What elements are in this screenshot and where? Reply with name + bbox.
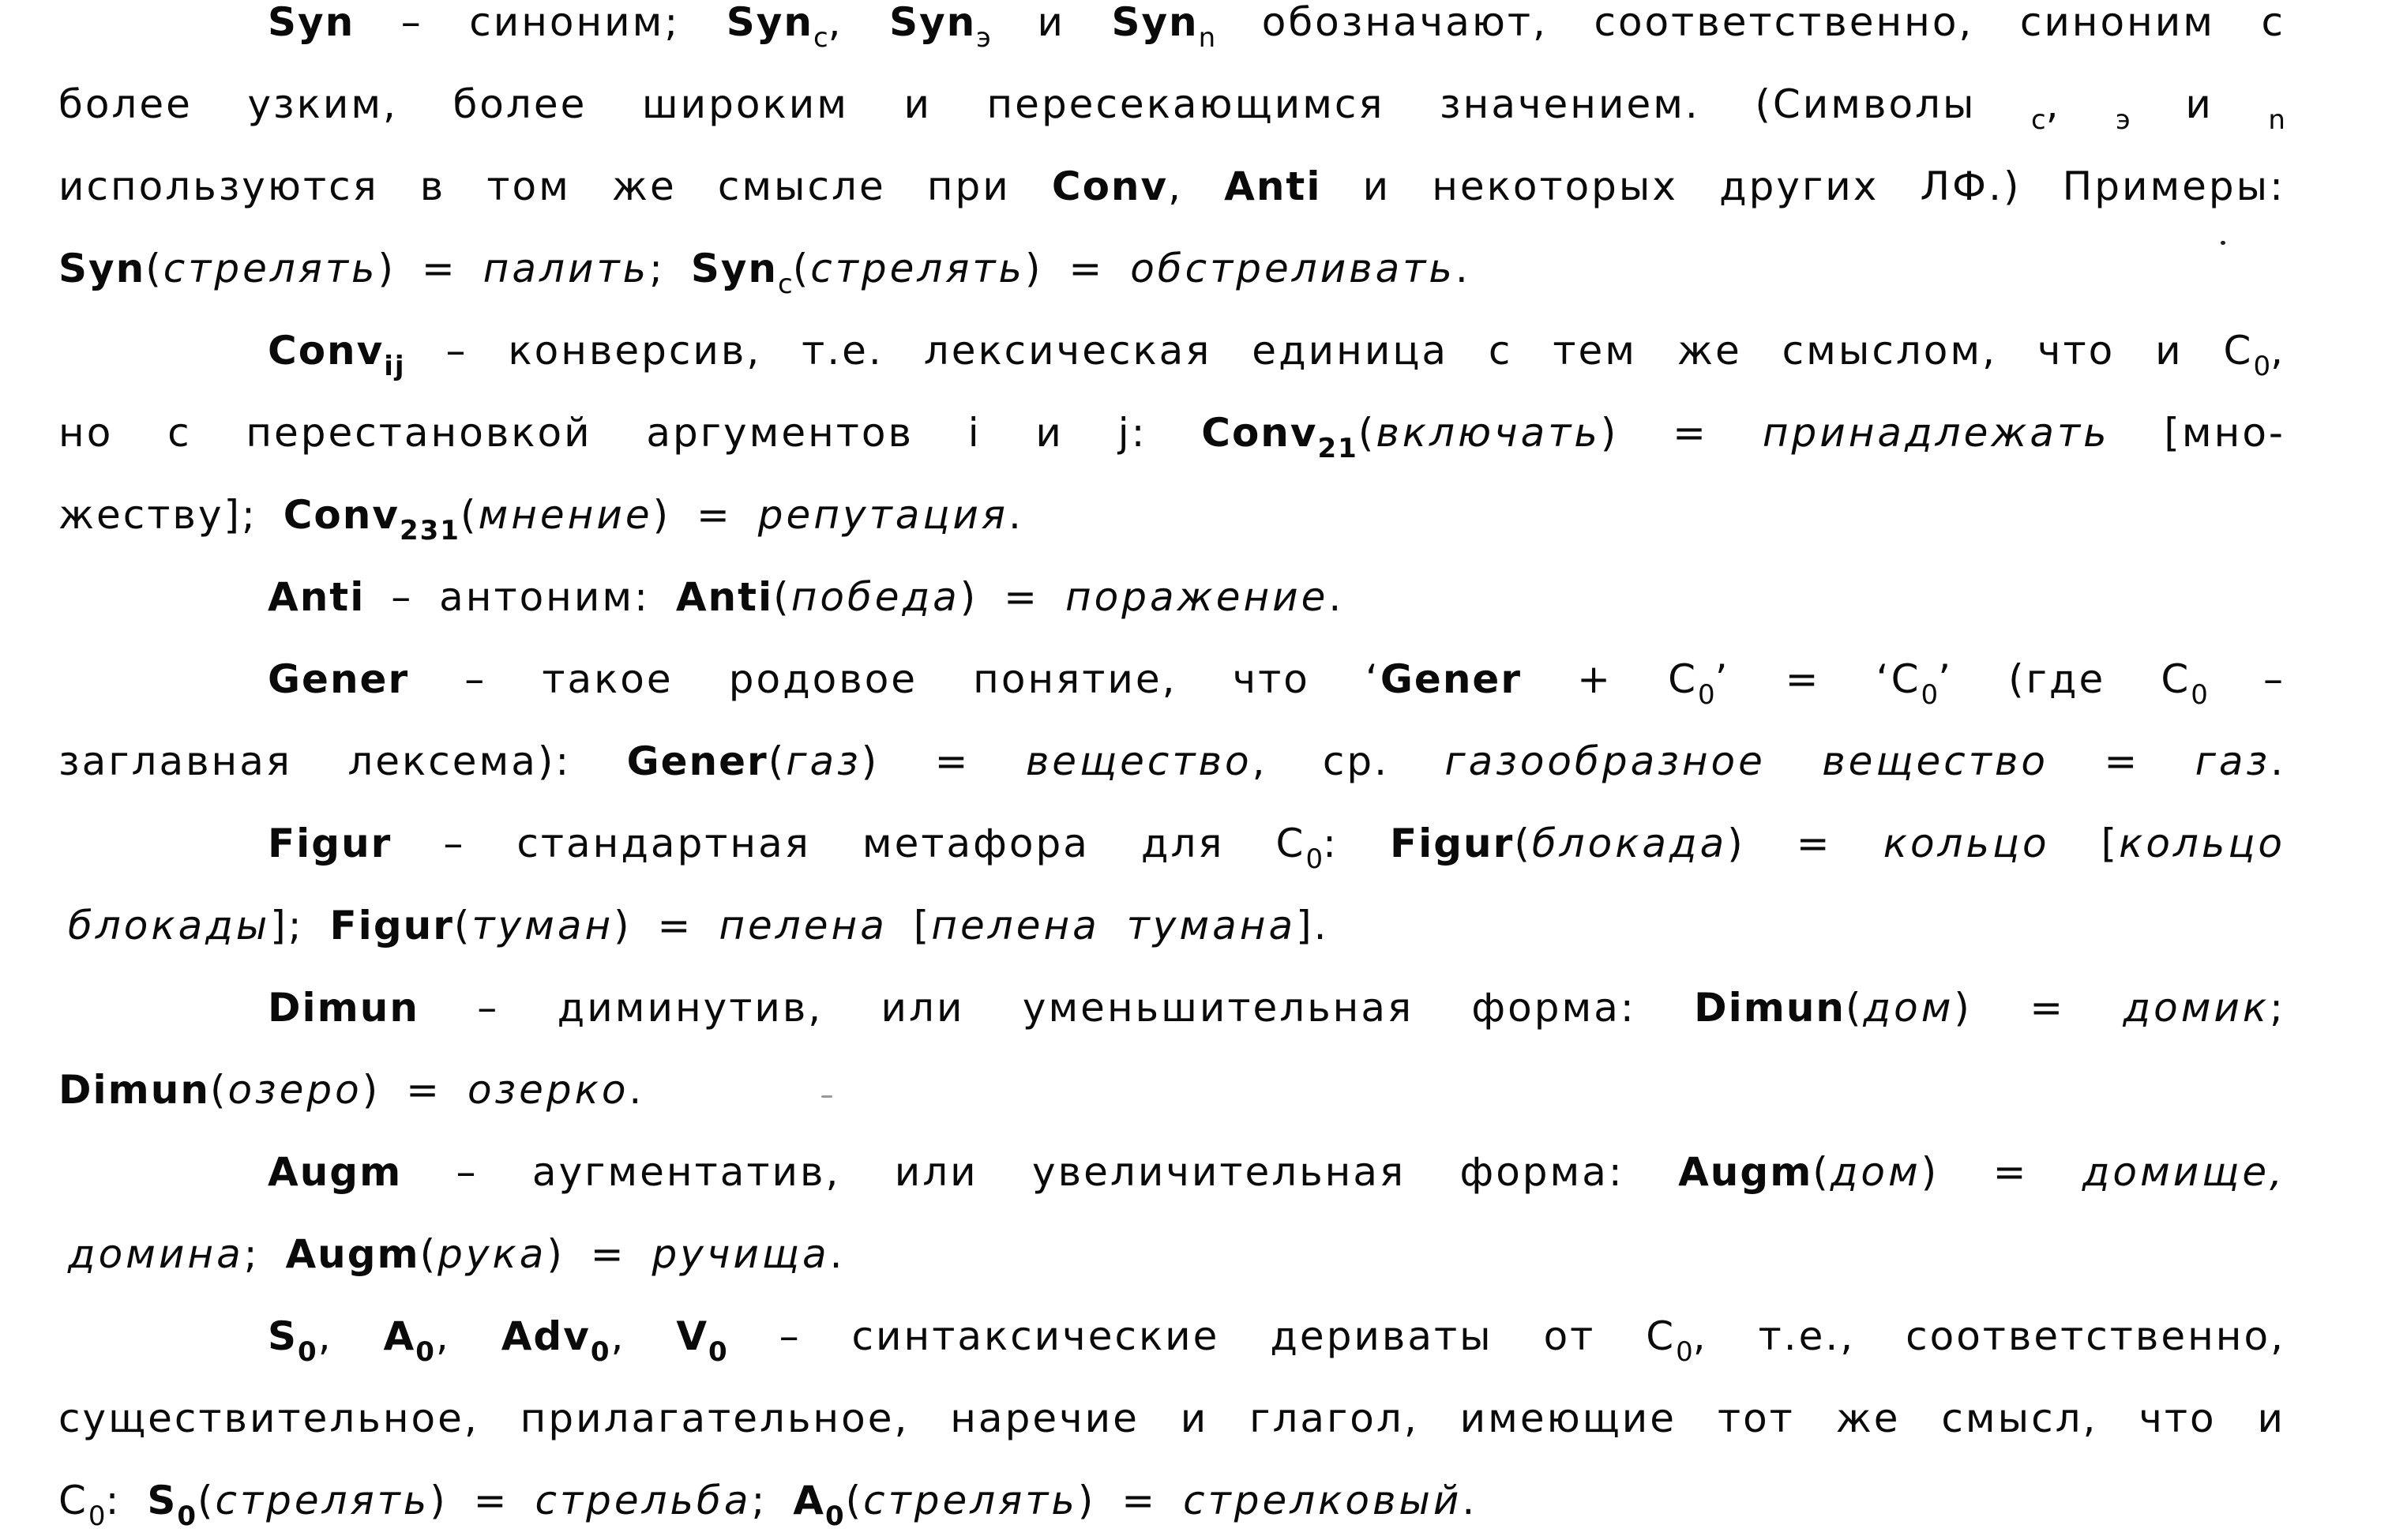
augm-example-line: домина; Augm(рука) = ручища. — [68, 1231, 845, 1277]
gener-definition-line-1: Gener – такое родовое понятие, что ‘Gener + $С_0$’ = ‘$С_0$’ (где $С_0$ – — [268, 656, 2286, 711]
anti-definition-line: Anti – антоним: Anti(победа) = поражение. — [268, 574, 1344, 620]
syn-example-line: Syn(стрелять) = палить; Syn$_с$(стрелять) = обстреливать. — [58, 246, 1470, 300]
figur-definition-line-1: Figur – стандартная метафора для $С_0$: Figur(блокада) = кольцо [кольцо — [268, 821, 2285, 875]
syn-definition-line-2: более узким, более широким и пересекающимся значением. (Символы $_с$, $_э$ и $_n$ — [58, 81, 2285, 136]
syn-definition-line-1: Syn – синоним; Syn$_с$, Syn$_э$ и Syn$_n$ обозначают, соответственно, синоним с — [268, 0, 2285, 54]
derivatives-example-line: $С_0$: $S_0(стрелять)$ = стрельба; $A_0(стрелять)$ = стрелковый. — [58, 1478, 1478, 1532]
dimun-example-line: Dimun(озеро) = озерко. — [58, 1067, 644, 1113]
conv-definition-line-1: Conv$_{ij}$ – конверсив, т.е. лексическая единица с тем же смыслом, что и $С_0$, — [268, 328, 2285, 382]
derivatives-definition-line-2: существительное, прилагательное, наречие и глагол, имеющие тот же смысл, что и — [58, 1395, 2285, 1441]
scan-speck — [2221, 241, 2225, 245]
augm-definition-line-1: Augm – аугментатив, или увеличительная форма: Augm(дом) = домище, — [268, 1149, 2285, 1195]
dimun-definition-line-1: Dimun – диминутив, или уменьшительная форма: Dimun(дом) = домик; — [268, 985, 2285, 1031]
derivatives-definition-line-1: $S_0$, $A_0$, Adv$_0$, $V_0$ – синтаксические дериваты от $С_0$, т.е., соответственно, — [268, 1313, 2285, 1368]
syn-definition-line-3: используются в том же смысле при Conv, Anti и некоторых других ЛФ.) Примеры: — [58, 163, 2285, 209]
conv-example-line: жеству]; Conv$_{231}$(мнение) = репутация. — [58, 492, 1023, 547]
scan-speck — [821, 1095, 832, 1098]
conv-definition-line-2: но с перестановкой аргументов i и j: Conv$_{21}$(включать) = принадлежать [мно- — [58, 410, 2285, 464]
gener-example-line: заглавная лексема): Gener(газ) = вещество, ср. газообразное вещество = газ. — [58, 738, 2285, 784]
figur-example-line: блокады]; Figur(туман) = пелена [пелена тумана]. — [68, 903, 1329, 948]
